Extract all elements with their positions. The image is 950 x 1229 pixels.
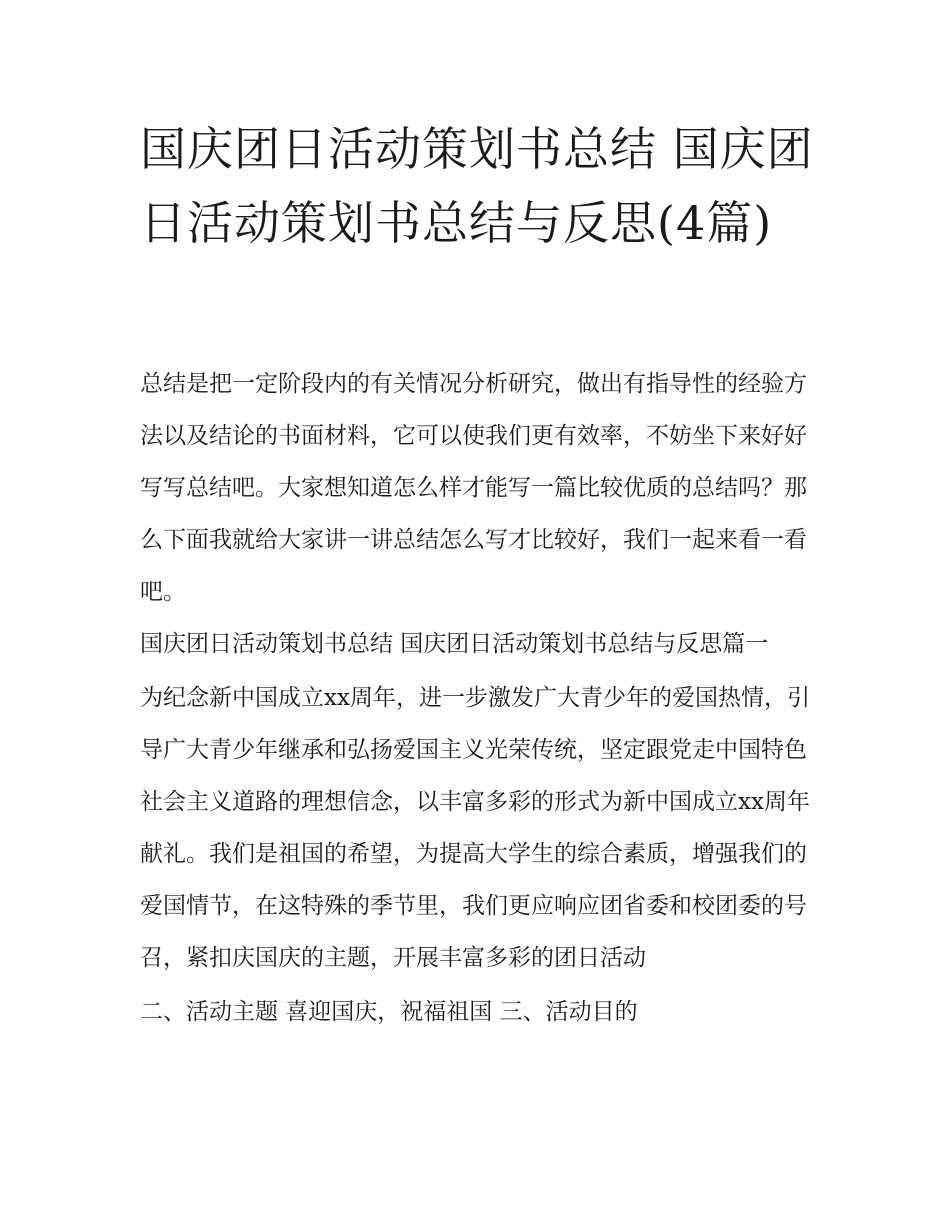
document-title: 国庆团日活动策划书总结 国庆团日活动策划书总结与反思(4篇) [140, 122, 814, 250]
section-heading: 国庆团日活动策划书总结 国庆团日活动策划书总结与反思篇一 [140, 631, 769, 657]
activity-theme-line: 二、活动主题 喜迎国庆，祝福祖国 三、活动目的 [140, 999, 638, 1025]
body-paragraph: 为纪念新中国成立xx周年，进一步激发广大青少年的爱国热情，引导广大青少年继承和弘扬爱国主义光荣传统，坚定跟党走中国特色社会主义道路的理想信念，以丰富多彩的形式为新中国成立xx周年献礼。我们是祖国的希望，为提高大学生的综合素质，增强我们的爱国情节，在这特殊的季节里，我们更应响应团省委和校团委的号召，紧扣庆国庆的主题，开展丰富多彩的团日活动 [140, 685, 810, 971]
intro-paragraph: 总结是把一定阶段内的有关情况分析研究，做出有指导性的经验方法以及结论的书面材料，它可以使我们更有效率，不妨坐下来好好写写总结吧。大家想知道怎么样才能写一篇比较优质的总结吗？那么下面我就给大家讲一讲总结怎么写才比较好，我们一起来看一看吧。 [140, 371, 807, 605]
document-body [140, 358, 820, 1038]
